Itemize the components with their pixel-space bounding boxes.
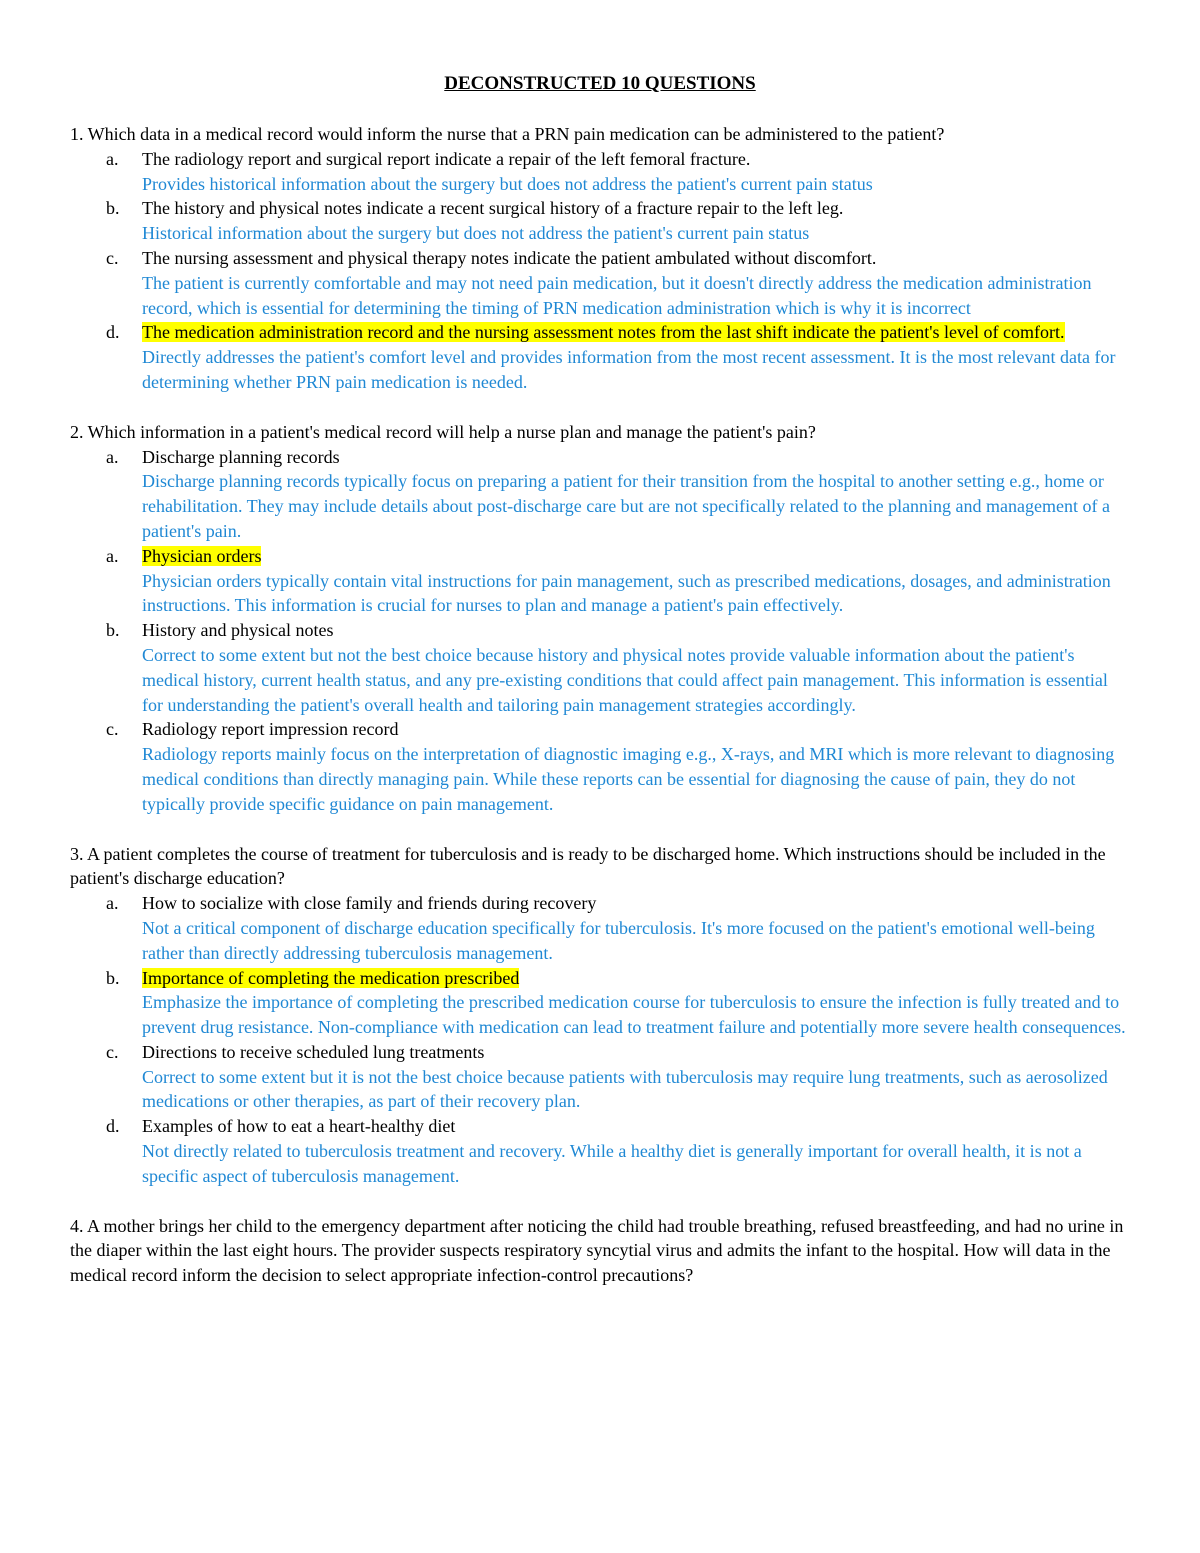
option-text: The nursing assessment and physical therapy notes indicate the patient ambulated without discomfort. [142,247,877,268]
option-letter: b. [106,198,120,219]
option-rationale: Directly addresses the patient's comfort level and provides information from the most recent assessment. It is the most relevant data for determining whether PRN pain medication is needed. [142,347,1116,392]
option-text: Discharge planning records [142,446,340,467]
option-letter: b. [106,620,120,641]
option-text-line [142,1114,1130,1139]
answer-option [70,445,1130,544]
answer-option [70,966,1130,1040]
option-text-line [142,196,1130,221]
correct-answer-text: Importance of completing the medication prescribed [142,967,520,988]
question-4 [70,1214,1130,1288]
option-text-line [142,966,1130,991]
option-letter: b. [106,967,120,988]
question-2 [70,420,1130,817]
correct-answer-text: The medication administration record and the nursing assessment notes from the last shift indicate the patient's level of comfort. [142,322,1065,343]
option-text-line [142,618,1130,643]
option-rationale: Not directly related to tuberculosis treatment and recovery. While a healthy diet is generally important for overall health, it is not a specific aspect of tuberculosis management. [142,1141,1082,1186]
option-rationale: Discharge planning records typically focus on preparing a patient for their transition from the hospital to another setting e.g., home or rehabilitation. They may include details about post-discharge care but are not specifically related to the planning and management of a patient's pain. [142,471,1110,541]
question-text: 4. A mother brings her child to the emergency department after noticing the child had trouble breathing, refused breastfeeding, and had no urine in the diaper within the last eight hours. The provider suspects respiratory syncytial virus and admits the infant to the hospital. How will data in the medical record inform the decision to select appropriate infection-control precautions? [70,1215,1124,1286]
question-3 [70,842,1130,1189]
question-list [70,122,1130,1288]
option-text: Directions to receive scheduled lung treatments [142,1041,485,1062]
option-letter: d. [106,322,120,343]
option-text-line [142,147,1130,172]
option-rationale: Physician orders typically contain vital instructions for pain management, such as prescribed medications, dosages, and administration instructions. This information is crucial for nurses to plan and manage a patient's pain effectively. [142,570,1111,616]
option-letter: a. [106,545,119,566]
question-1 [70,122,1130,395]
document-title: DECONSTRUCTED 10 QUESTIONS [444,73,756,94]
question-text: 2. Which information in a patient's medical record will help a nurse plan and manage the patient's pain? [70,421,816,442]
option-letter: c. [106,1041,119,1062]
answer-option [70,618,1130,717]
question-text: 3. A patient completes the course of treatment for tuberculosis and is ready to be discharged home. Which instructions should be included in the patient's discharge education? [70,843,1106,889]
option-rationale: Not a critical component of discharge education specifically for tuberculosis. It's more focused on the patient's emotional well-being rather than directly addressing tuberculosis management. [142,917,1095,963]
option-text: The radiology report and surgical report indicate a repair of the left femoral fracture. [142,148,751,169]
correct-answer-text: Physician orders [142,545,262,566]
option-rationale: The patient is currently comfortable and may not need pain medication, but it doesn't directly address the medication administration record, which is essential for determining the timing of PRN medication administration which is why it is incorrect [142,272,1092,318]
option-text: How to socialize with close family and friends during recovery [142,893,597,914]
option-text: History and physical notes [142,620,334,641]
option-rationale: Correct to some extent but not the best choice because history and physical notes provide valuable information about the patient's medical history, current health status, and any pre-existing conditions that could affect pain management. This information is essential for understanding the patient's overall health and tailoring pain management strategies accordingly. [142,644,1108,715]
option-letter: a. [106,148,119,169]
option-letter: c. [106,247,119,268]
option-rationale: Provides historical information about the surgery but does not address the patient's current pain status [142,173,873,194]
option-text-line [142,544,1130,569]
option-letter: c. [106,719,119,740]
option-letter: a. [106,446,119,467]
option-text-line [142,320,1130,345]
option-letter: a. [106,893,119,914]
option-text-line [142,717,1130,742]
option-text-line [142,891,1130,916]
answer-option [70,544,1130,618]
option-rationale: Emphasize the importance of completing the prescribed medication course for tuberculosis to ensure the infection is fully treated and to prevent drug resistance. Non-compliance with medication can lead to treatment failure and potentially more severe health consequences. [142,992,1126,1038]
answer-option [70,1114,1130,1188]
answer-option [70,246,1130,320]
option-rationale: Correct to some extent but it is not the best choice because patients with tuberculosis may require lung treatments, such as aerosolized medications or other therapies, as part of their recovery plan. [142,1066,1108,1112]
answer-option [70,147,1130,197]
option-rationale: Historical information about the surgery but does not address the patient's current pain status [142,223,810,244]
option-text-line [142,246,1130,271]
question-text: 1. Which data in a medical record would inform the nurse that a PRN pain medication can be administered to the patient? [70,124,945,144]
option-letter: d. [106,1116,120,1137]
option-text-line [142,1040,1130,1065]
option-text-line [142,445,1130,470]
option-text: Radiology report impression record [142,719,399,740]
answer-option [70,196,1130,246]
answer-option [70,320,1130,394]
option-rationale: Radiology reports mainly focus on the interpretation of diagnostic imaging e.g., X-rays, and MRI which is more relevant to diagnosing medical conditions than directly managing pain. While these reports can be essential for diagnosing the cause of pain, they do not typically provide specific guidance on pain management. [142,744,1115,814]
answer-option [70,717,1130,816]
option-text: Examples of how to eat a heart-healthy diet [142,1116,456,1137]
answer-option [70,891,1130,965]
answer-option [70,1040,1130,1114]
option-text: The history and physical notes indicate a recent surgical history of a fracture repair to the left leg. [142,198,844,219]
